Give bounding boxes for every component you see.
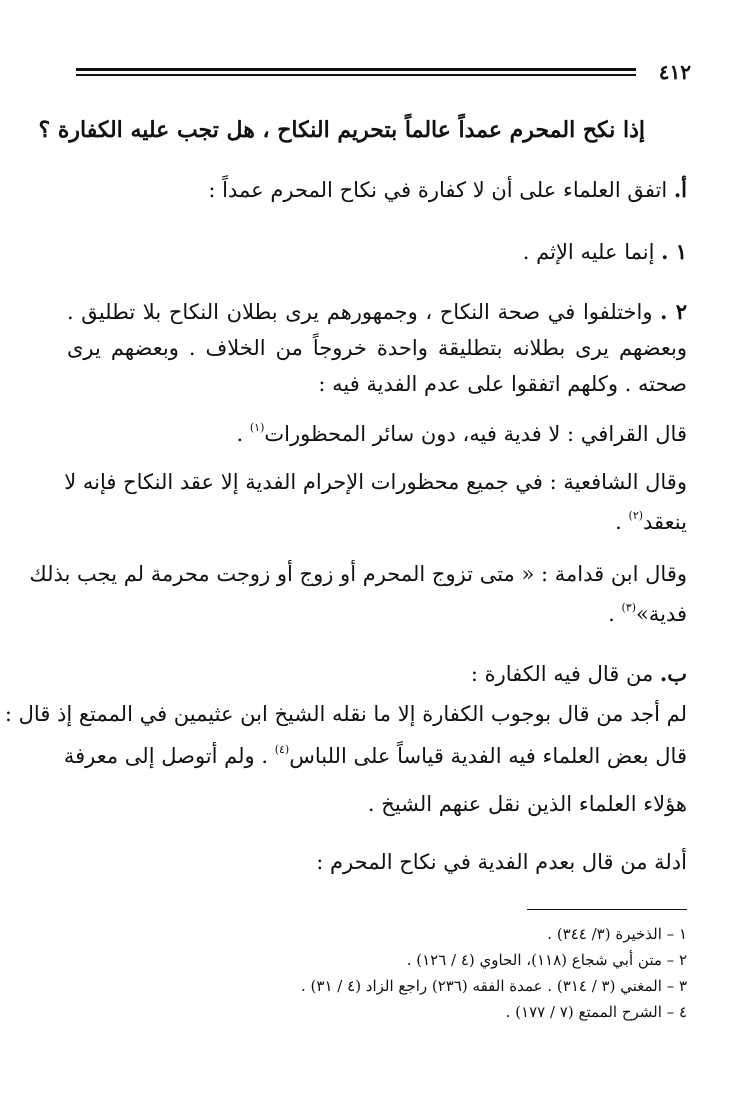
quote-shafii-text: ينعقد — [643, 510, 687, 534]
evidence-heading: أدلة من قال بعدم الفدية في نكاح المحرم : — [316, 850, 687, 874]
section-b-line-3: هؤلاء العلماء الذين نقل عنهم الشيخ . — [367, 792, 687, 816]
section-a-text: اتفق العلماء على أن لا كفارة في نكاح المحرم عمداً : — [208, 178, 674, 202]
item-2-marker: ٢ . — [660, 299, 687, 324]
footnote-separator — [527, 909, 687, 910]
item-2-line-1 — [67, 298, 687, 326]
section-b-line-2 — [63, 742, 687, 770]
quote-qudama-line-2 — [67, 600, 687, 628]
quote-qudama-text: فدية» — [635, 602, 687, 626]
quote-shafii-line-2 — [67, 508, 687, 536]
footnote-3: ٣ – المغني (٣ / ٣١٤) . عمدة الفقه (٢٣٦) راجع الزاد (٤ / ٣١) . — [301, 977, 687, 995]
header-rule-thin — [76, 74, 636, 76]
section-a-marker: أ. — [673, 177, 687, 202]
item-1 — [67, 238, 687, 266]
quote-qarafi — [67, 420, 687, 448]
section-b-line-2b: . ولم أتوصل إلى معرفة — [63, 744, 275, 768]
header-rule — [76, 68, 636, 71]
quote-shafii-end: . — [615, 510, 629, 534]
page-number: ٤١٢ — [658, 60, 691, 84]
section-title: إذا نكح المحرم عمداً عالماً بتحريم النكاح ، هل تجب عليه الكفارة ؟ — [38, 117, 645, 143]
section-b-line-2a: قال بعض العلماء فيه الفدية قياساً على اللباس — [289, 744, 687, 768]
footnote-1: ١ – الذخيرة (٣/ ٣٤٤) . — [547, 925, 687, 943]
footnote-ref-2[interactable]: (٢) — [628, 509, 644, 522]
section-b-line-1: لم أجد من قال بوجوب الكفارة إلا ما نقله الشيخ ابن عثيمين في الممتع إذ قال : — [4, 702, 687, 726]
quote-qudama-end: . — [608, 602, 622, 626]
quote-qarafi-text: قال القرافي : لا فدية فيه، دون سائر المحظورات — [264, 422, 687, 446]
section-a — [67, 176, 687, 204]
quote-qudama-line-1: وقال ابن قدامة : « متى تزوج المحرم أو زوج أو زوجت محرمة لم يجب بذلك — [29, 562, 687, 586]
footnote-2: ٢ – متن أبي شجاع (١١٨)، الحاوي (٤ / ١٢٦) . — [406, 951, 687, 969]
page-header — [76, 62, 691, 86]
footnote-ref-1[interactable]: (١) — [249, 421, 265, 434]
item-2-line-3: صحته . وكلهم اتفقوا على عدم الفدية فيه : — [318, 372, 687, 396]
item-1-marker: ١ . — [661, 239, 687, 264]
footnote-ref-3[interactable]: (٣) — [621, 601, 636, 614]
item-1-text: إنما عليه الإثم . — [522, 240, 662, 264]
section-b-marker: ب. — [659, 661, 687, 686]
item-2-text: واختلفوا في صحة النكاح ، وجمهورهم يرى بطلان النكاح بلا تطليق . — [67, 300, 661, 324]
quote-qarafi-end: . — [236, 422, 250, 446]
item-2-line-2: وبعضهم يرى بطلانه بتطليقة واحدة خروجاً من الخلاف . وبعضهم يرى — [67, 336, 687, 360]
footnote-4: ٤ – الشرح الممتع (٧ / ١٧٧) . — [505, 1003, 687, 1021]
section-b-text: من قال فيه الكفارة : — [470, 662, 660, 686]
quote-shafii-line-1: وقال الشافعية : في جميع محظورات الإحرام الفدية إلا عقد النكاح فإنه لا — [64, 470, 687, 494]
section-b — [67, 660, 687, 688]
footnote-ref-4[interactable]: (٤) — [274, 743, 290, 756]
